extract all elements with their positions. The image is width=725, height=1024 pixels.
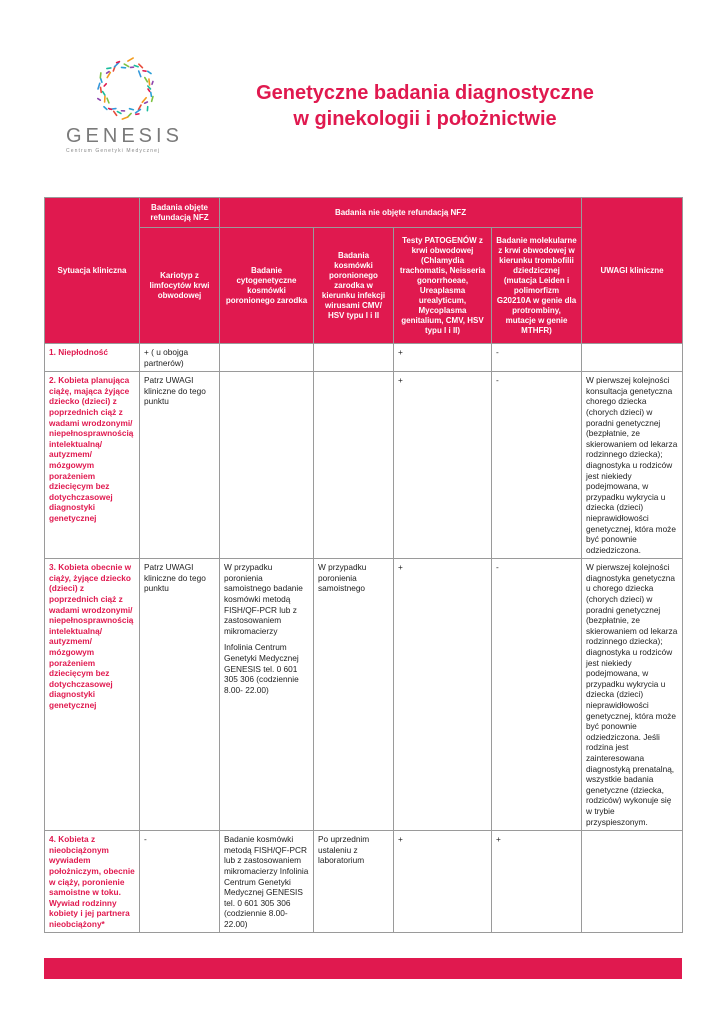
header-col-molecular: Badanie molekularne z krwi obwodowej w kierunku trombofilii dziedzicznej (mutacja Leiden i polimorfizm G20210A w genie dla protrombiny, mutacje w genie MTHFR) [492, 228, 582, 344]
row-3-infection: W przypadku poronienia samoistnego [314, 559, 394, 831]
row-4-molecular: + [492, 831, 582, 933]
logo-dash [124, 64, 128, 67]
row-1-molecular: - [492, 344, 582, 372]
logo-dash [103, 92, 105, 95]
row-2-molecular: - [492, 372, 582, 559]
row-3-cytogenetic-method: W przypadku poronienia samoistnego badanie kosmówki metodą FISH/QF-PCR lub z zastosowaniem mikromacierzy [224, 562, 303, 636]
logo-dash [145, 78, 148, 82]
logo-subtitle: Centrum Genetyki Medycznej [66, 148, 161, 154]
logo-dash [145, 102, 148, 103]
header-col-cytogenetic: Badanie cytogenetyczne kosmówki poronionego zarodka [220, 228, 314, 344]
logo-dash [148, 89, 150, 91]
row-3-molecular: - [492, 559, 582, 831]
table-row [45, 372, 683, 559]
genesis-logo [56, 55, 181, 155]
row-3-pathogens: + [394, 559, 492, 831]
logo-dash [107, 72, 109, 74]
row-1-cytogenetic [220, 344, 314, 372]
row-3-karyotype: Patrz UWAGI kliniczne do tego punktu [140, 559, 220, 831]
logo-dash [98, 99, 101, 101]
row-2-infection [314, 372, 394, 559]
logo-dash [152, 81, 153, 84]
logo-dash [104, 84, 106, 86]
logo-dash [117, 62, 120, 63]
logo-dash [139, 64, 143, 68]
header-col-pathogens: Testy PATOGENÓW z krwi obwodowej (Chlamydia trachomatis, Neisseria gonorrhoeae, Ureaplasma urealyticum, Mycoplasma genitalium, CMV, HSV typu I i II) [394, 228, 492, 344]
header-remarks: UWAGI kliniczne [582, 198, 683, 344]
table-row [45, 831, 683, 933]
row-1-infection [314, 344, 394, 372]
row-3-cytogenetic-hotline: Infolinia Centrum Genetyki Medycznej GENESIS tel. 0 601 305 306 (codziennie 8.00- 22.00) [224, 642, 299, 695]
logo-dash [122, 117, 128, 119]
diagnostic-table [44, 197, 683, 933]
footer-bar [44, 958, 682, 979]
row-2-remarks: W pierwszej kolejności konsultacja genetyczna chorego dziecka (chorych dzieci) w poradni genetycznej (bezpłatnie, ze skierowaniem od lekarza rodzinnego dziecka); diagnostyka u rodziców jest niekiedy podejmowana, w przypadku wykrycia u dziecka (dzieci) nieprawidłowości genetycznej, która może być ponownie odziedziczona. [582, 372, 683, 559]
logo-dash [128, 58, 133, 61]
logo-dash [101, 87, 102, 92]
dna-circle-icon [86, 55, 166, 125]
logo-dash [98, 83, 100, 89]
row-1-karyotype: + ( u obojga partnerów) [140, 344, 220, 372]
table-row [45, 344, 683, 372]
row-4-karyotype: - [140, 831, 220, 933]
logo-dash [152, 97, 153, 102]
row-1-remarks [582, 344, 683, 372]
row-2-situation: 2. Kobieta planująca ciążę, mająca żyjące dziecko (dzieci) z poprzednich ciąż z wadami wrodzonymi/ niepełnosprawnością intelektualną/ autyzmem/ mózgowym porażeniem dziecięcym bez dotychczasowej diagnostyki genetycznej [45, 372, 140, 559]
logo-dash [107, 98, 109, 103]
logo-dash [151, 92, 152, 96]
row-2-karyotype: Patrz UWAGI kliniczne do tego punktu [140, 372, 220, 559]
row-1-situation: 1. Niepłodność [45, 344, 140, 372]
row-2-pathogens: + [394, 372, 492, 559]
header-col-karyotype: Kariotyp z limfocytów krwi obwodowej [140, 228, 220, 344]
header-situation: Sytuacja kliniczna [45, 198, 140, 344]
logo-dash [107, 68, 111, 69]
logo-dash [139, 71, 141, 77]
row-4-infection: Po uprzednim ustaleniu z laboratorium [314, 831, 394, 933]
row-3-situation: 3. Kobieta obecnie w ciąży, żyjące dziecko (dzieci) z poprzednich ciąż z wadami wrodzonymi/ niepełnosprawnością intelektualną/ autyzmem/ mózgowym porażeniem dziecięcym bez dotychczasowej diagnostyki genetycznej [45, 559, 140, 831]
logo-dash [136, 114, 139, 115]
logo-dash [100, 73, 101, 78]
row-2-cytogenetic [220, 372, 314, 559]
logo-dash [130, 109, 134, 110]
header-col-infection: Badania kosmówki poronionego zarodka w kierunku infekcji wirusami CMV/ HSV typu I i II [314, 228, 394, 344]
logo-dash [109, 108, 112, 109]
logo-dash [117, 112, 121, 114]
logo-dash [114, 111, 117, 115]
row-4-pathogens: + [394, 831, 492, 933]
row-4-remarks [582, 831, 683, 933]
header-nfz-group: Badania objęte refundacją NFZ [140, 198, 220, 228]
row-3-remarks: W pierwszej kolejności diagnostyka genetyczna u chorego dziecka (chorych dzieci) w poradni genetycznej (bezpłatnie, ze skierowaniem od lekarza rodzinnego dziecka); diagnostyka u rodziców jest niekiedy podejmowana, w przypadku wykrycia u dziecka (dzieci) nieprawidłowości genetycznej, która może być ponownie odziedziczona. Jeśli rodzina jest zainteresowana diagnostyką prenatalną, wszystkie badania genetyczne (dziecka, rodziców) wykonuje się w trybie przyspieszonym. [582, 559, 683, 831]
logo-dash [134, 65, 138, 66]
logo-dash [104, 107, 107, 110]
title-line-1: Genetyczne badania diagnostyczne [256, 82, 594, 104]
row-4-situation: 4. Kobieta z nieobciążonym wywiadem położniczym, obecnie w ciąży, poronienie samoistne w toku. Wywiad rodzinny kobiety i jej partnera nieobciążony* [45, 831, 140, 933]
logo-dash [101, 78, 102, 82]
row-1-pathogens: + [394, 344, 492, 372]
title-line-2: w ginekologii i położnictwie [293, 108, 557, 130]
row-4-cytogenetic: Badanie kosmówki metodą FISH/QF-PCR lub z zastosowaniem mikromacierzy Infolinia Centrum Genetyki Medycznej GENESIS tel. 0 601 305 306 (codziennie 8.00-22.00) [220, 831, 314, 933]
row-3-cytogenetic [220, 559, 314, 831]
logo-wordmark: GENESIS [66, 125, 183, 147]
table-row [45, 559, 683, 831]
page-title [225, 80, 625, 132]
logo-dash [148, 71, 151, 73]
logo-dash [149, 79, 150, 85]
header-non-nfz-group: Badania nie objęte refundacją NFZ [220, 198, 582, 228]
logo-dash [142, 98, 146, 103]
